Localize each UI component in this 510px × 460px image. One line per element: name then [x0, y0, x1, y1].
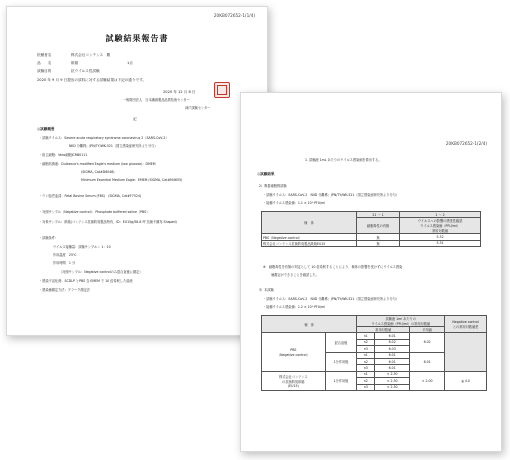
- section-mark: 記: [133, 117, 137, 121]
- section-3-title: 3）本試験: [259, 288, 274, 292]
- table-cell: < 2.30: [375, 371, 410, 377]
- report-page-2: [240, 92, 502, 452]
- official-seal-stamp: [214, 82, 230, 98]
- table-header: 検 体: [262, 316, 357, 333]
- sample-name-line: の抗菌防臭紙箱: [282, 379, 305, 384]
- table-subheader: 細胞毒性の有無: [357, 218, 400, 234]
- table-header-line: との常用対数値差: [452, 324, 479, 329]
- note-line: 価測定ができることを確認した。: [271, 273, 319, 277]
- purpose-label: 試験目的: [37, 69, 52, 73]
- table-cell: [262, 371, 326, 390]
- sample-name-line: PBS: [290, 347, 297, 352]
- overview-line: ・感染不活化剤：SCDLP とPBS 含 EMEM で 10 倍希釈した溶液: [39, 279, 133, 283]
- table-cell: n2: [357, 358, 375, 364]
- table-cell: n1: [357, 352, 375, 358]
- table-cell: 6.01: [375, 365, 410, 371]
- table-subheader-line: ウイルスへの影響の感受性確認: [417, 219, 463, 224]
- table-header: 1 ～ 2: [400, 212, 481, 218]
- overview-line: （対照サンプル：Negative controlのみ混合直後に測定）: [59, 270, 143, 274]
- table-cell: [262, 333, 326, 371]
- table-cell: 6.02: [410, 333, 445, 352]
- purpose-value: 抗ウイルス性試験: [71, 69, 100, 73]
- table-cell: n3: [357, 384, 375, 390]
- table-cell: n3: [357, 346, 375, 352]
- table-cell: 株式会社コンテンス抗菌防臭製品紙箱EU15: [262, 240, 357, 246]
- sample-quantity: 1点: [127, 61, 133, 65]
- table-cell-empty: [445, 333, 487, 371]
- table-cell: 6.03: [375, 346, 410, 352]
- table-header: 検 体: [262, 212, 357, 234]
- table-cell: 6.02: [375, 339, 410, 345]
- overview-line: ・対象サンプル：紙箱(コンテンス抗菌防臭製品特有、ID：EU15g/58.8 坪 抗菌不織布 Shaped): [39, 220, 177, 224]
- report-page-1: [6, 6, 268, 336]
- note-line: ※ 細胞毒性を有無の判定として 10 倍希釈することにより、検体の影響を受けずにウイルス感染: [263, 265, 403, 269]
- table-cell: 6.01: [375, 358, 410, 364]
- table-cell: 無: [357, 240, 400, 246]
- overview-line: ・試験条件：: [39, 236, 59, 240]
- document-number: 20KB072652-1(2/4): [445, 141, 487, 146]
- table-cell: 6.01: [375, 352, 410, 358]
- table-cell: ≧ 4.0: [445, 371, 487, 390]
- overview-title: ◎試験概要: [37, 127, 55, 131]
- table-header-line: Negative control: [452, 319, 479, 324]
- client-value: 株式会社コンテンス 殿: [71, 53, 111, 57]
- report-intro: 2020 年 9 月 9 日提出の試料に対する試験結果は下記の通りです。: [37, 78, 146, 82]
- table-cell: 6.01: [375, 333, 410, 339]
- table-header-line: ウイルス感染価（PFU/ml）の常用対数値: [371, 322, 431, 326]
- report-title: 試験結果報告書: [105, 33, 169, 43]
- table-cell: 1分作用後: [325, 352, 357, 371]
- table-cell: 混合直後: [325, 333, 357, 352]
- table-subheader-line: ウイルス感染価（PFU/ml）: [420, 224, 460, 229]
- table-subheader: [400, 218, 481, 234]
- table-cell: < 2.30: [375, 384, 410, 390]
- table-cell: < 2.00: [410, 371, 445, 390]
- overview-line: NIID 分離株；JPN/TY/WK-521（国立感染症研究所より分与）: [69, 144, 158, 148]
- table-cell: n2: [357, 339, 375, 345]
- issuing-center: 神戸試験センター: [185, 106, 211, 110]
- table-cell: n3: [357, 365, 375, 371]
- table-subheader: 平均値: [410, 327, 445, 333]
- overview-line: ・ウシ胎児血清：Fetal Bovine Serum (FBS) (SIGMA, Cat#F7524): [39, 194, 142, 198]
- report-date: 2020 年 12 月 8 日: [163, 90, 196, 94]
- table-cell: PBS（Negative control）: [262, 234, 357, 240]
- sample-name-line: 株式会社コンテンス: [279, 374, 308, 379]
- client-label: 依頼者名: [37, 53, 52, 57]
- table-header: [445, 316, 487, 333]
- document-number: 20KB072652-1(1/4): [213, 13, 255, 18]
- overview-line: ・対照サンプル（Negative control）：Phosphate buffered saline（PBS）: [39, 210, 150, 214]
- antiviral-results-table: [261, 315, 487, 391]
- sample-name-line: (EU15): [287, 383, 299, 388]
- overview-line: ・試験ウイルス：Severe acute respiratory syndrome coronavirus 2（SARS-CoV-2）: [39, 136, 169, 140]
- table-header: [357, 316, 445, 327]
- table-cell: 6.01: [410, 352, 445, 371]
- overview-line: 作用時間 1 分: [53, 261, 76, 265]
- section-2-dose: ・接種ウイルス感染価：1.1 × 10⁵ PFU/ml: [263, 201, 326, 205]
- table-row: [262, 240, 481, 246]
- table-cell: n2: [357, 378, 375, 384]
- table-cell: n1: [357, 333, 375, 339]
- sample-value: 紙箱: [71, 61, 79, 65]
- section-2-title: 2）吸着細胞株試験: [259, 184, 287, 188]
- results-title: ◎試験結果: [257, 172, 275, 176]
- sample-name-line: （Negative control）: [276, 352, 310, 357]
- table-cell: < 2.30: [375, 378, 410, 384]
- table-header-line: 試験液 1ml あたりの: [385, 317, 416, 321]
- table-cell: 無: [357, 234, 400, 240]
- cytotoxicity-table: [261, 211, 481, 247]
- table-cell: n1: [357, 371, 375, 377]
- overview-line: ・細胞培養液：Dulbecco's modified Eagle's medium (low glucose)：DMEM: [39, 162, 156, 166]
- overview-line: ウイルス接種量：試験サンプル＝ 1：10: [53, 245, 111, 249]
- overview-line: (SIGMA, Cat#D6046): [81, 170, 115, 174]
- table-header: 21 ～ 1: [357, 212, 400, 218]
- overview-line: ・感染価測定方法：プラーク測定法: [39, 288, 90, 292]
- table-cell: 5.31: [400, 240, 481, 246]
- overview-line: ・宿主細胞：Vero細胞JCRB0111: [39, 153, 88, 157]
- sample-label: 品 名: [37, 61, 52, 65]
- section-2-virus: ・試験ウイルス：SARS-CoV-2 NIID 分離株；JPN/TY/WK-521（国立感染症研究所より分与）: [263, 193, 400, 197]
- section-3-dose: ・接種ウイルス感染価：1.2 × 10⁵ PFU/ml: [263, 305, 326, 309]
- table-subheader: 常用対数値: [357, 327, 410, 333]
- table-cell: 5.32: [400, 234, 481, 240]
- table-cell: 1分作用後: [325, 371, 357, 390]
- table-subheader-line: 常用対数値: [432, 229, 449, 234]
- issuing-organization: 一般財団法人 日本繊維製品品質技術センター: [123, 98, 190, 102]
- calculation-note: 1. 試験液 1mL あたりのウイルス感染価を算出する。: [305, 158, 382, 162]
- overview-line: Minimum Essential Medium Eagle：EMEM (SIGMA, Cat#M4655): [81, 178, 183, 182]
- section-3-virus: ・試験ウイルス：SARS-CoV-2 NIID 分離株；JPN/TY/WK-521（国立感染症研究所より分与）: [263, 297, 400, 301]
- overview-line: 作用温度 25℃: [53, 253, 77, 257]
